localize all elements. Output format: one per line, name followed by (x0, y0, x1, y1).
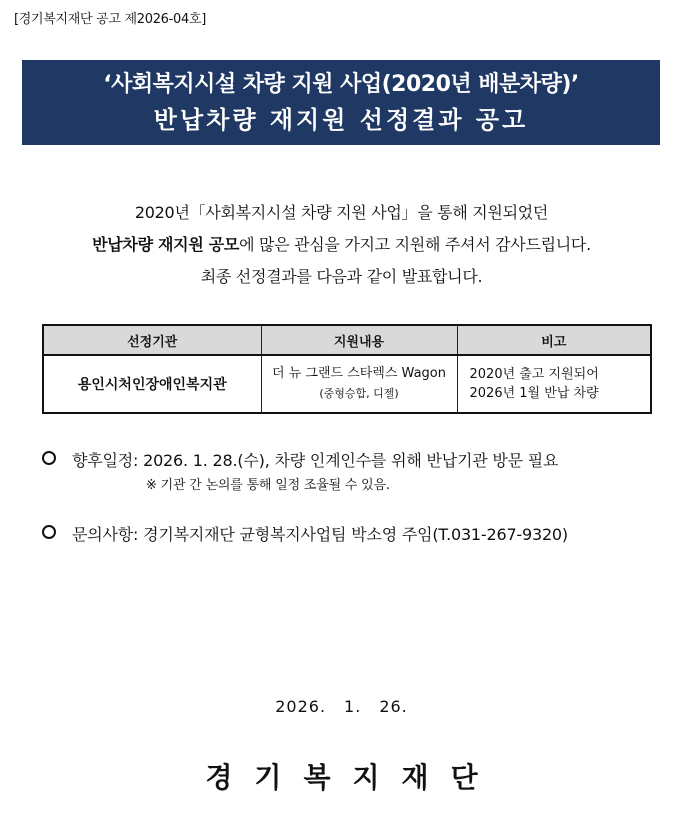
contact-text: 문의사항: 경기복지재단 균형복지사업팀 박소영 주임(T.031-267-9320) (72, 525, 568, 544)
date-year: 2026. (275, 697, 327, 716)
cell-note-line2: 2026년 1월 반납 차량 (469, 386, 599, 401)
schedule-item (42, 448, 558, 471)
cell-note (457, 355, 651, 413)
intro-line2 (0, 229, 683, 261)
circle-bullet-icon (42, 451, 56, 465)
contact-item (42, 522, 568, 545)
intro-line3: 최종 선정결과를 다음과 같이 발표합니다. (200, 267, 483, 286)
schedule-text: 향후일정: 2026. 1. 28.(수), 차량 인계인수를 위해 반납기관 방문 필요 (72, 451, 559, 470)
cell-content (261, 355, 457, 413)
header-content: 지원내용 (261, 325, 457, 355)
banner-title-line1: ‘사회복지시설 차량 지원 사업(2020년 배분차량)’ (103, 72, 579, 97)
intro-paragraph (0, 197, 683, 293)
cell-content-sub: (중형승합, 디젤) (319, 387, 399, 400)
header-org: 선정기관 (43, 325, 261, 355)
cell-note-line1: 2020년 출고 지원되어 (469, 367, 599, 382)
issuer-name: 경기복지재단 (205, 761, 500, 794)
date-month: 1. (344, 697, 362, 716)
intro-line1: 2020년「사회복지시설 차량 지원 사업」을 통해 지원되었던 (134, 203, 549, 222)
title-banner (22, 60, 660, 145)
cell-org: 용인시처인장애인복지관 (43, 355, 261, 413)
schedule-remark: ※ 기관 간 논의를 통해 일정 조율될 수 있음. (146, 478, 390, 493)
table-row (43, 355, 651, 413)
notice-number: [경기복지재단 공고 제2026-04호] (14, 12, 207, 27)
circle-bullet-icon (42, 525, 56, 539)
intro-line2-bold: 반납차량 재지원 공모 (92, 235, 240, 254)
header-note: 비고 (457, 325, 651, 355)
cell-content-main: 더 뉴 그랜드 스타렉스 Wagon (272, 366, 446, 381)
table-header-row (43, 325, 651, 355)
issue-date (0, 697, 683, 716)
intro-line2-rest: 에 많은 관심을 가지고 지원해 주셔서 감사드립니다. (239, 235, 591, 254)
date-day: 26. (379, 697, 408, 716)
result-table (42, 324, 652, 414)
banner-title-line2: 반납차량 재지원 선정결과 공고 (153, 106, 529, 134)
